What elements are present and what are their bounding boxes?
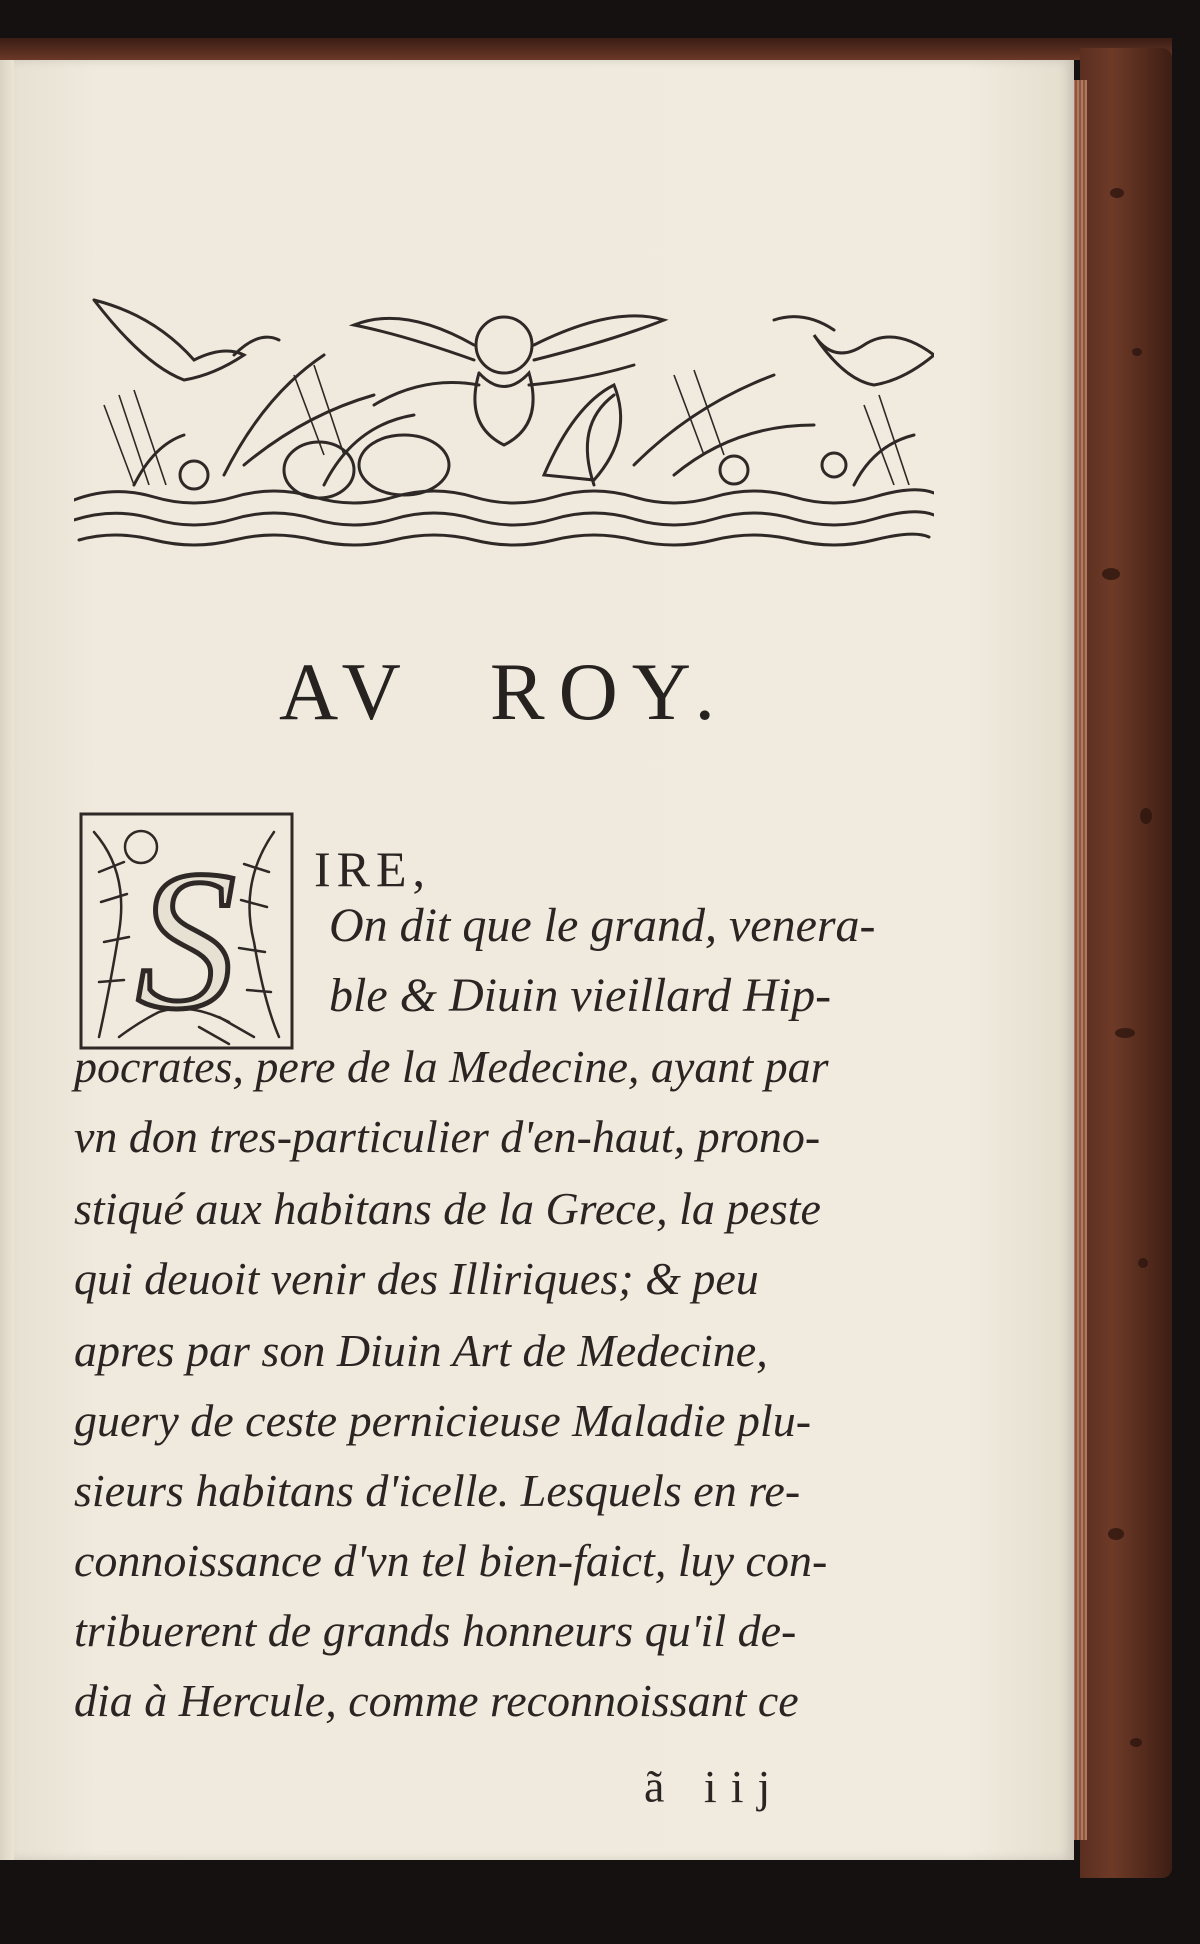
salutation: IRE, (314, 841, 432, 897)
leather-cover-edge (1080, 48, 1172, 1878)
body-line: sieurs habitans d'icelle. Lesquels en re- (74, 1465, 801, 1516)
facing-page-edge (0, 60, 14, 1860)
body-line: tribuerent de grands honneurs qu'il de- (74, 1605, 797, 1656)
body-line: connoissance d'vn tel bien-faict, luy con- (74, 1535, 828, 1586)
book-page (14, 60, 1074, 1860)
signature-mark: ã iij (644, 1761, 785, 1812)
body-line: stiqué aux habitans de la Grece, la peste (74, 1183, 821, 1234)
dropcap-initial-icon (79, 812, 294, 1050)
body-line: guery de ceste pernicieuse Maladie plu- (74, 1395, 812, 1446)
body-line: On dit que le grand, venera- (329, 899, 876, 952)
body-line: qui deuoit venir des Illiriques; & peu (74, 1253, 759, 1304)
cover-top-edge (0, 38, 1172, 60)
headpiece-ornament-icon (74, 285, 934, 560)
dropcap-letter: S (136, 830, 236, 1050)
body-line: dia à Hercule, comme reconnoissant ce (74, 1675, 799, 1726)
body-line: ble & Diuin vieillard Hip- (329, 969, 832, 1022)
body-line: apres par son Diuin Art de Medecine, (74, 1325, 768, 1376)
body-line: vn don tres-particulier d'en-haut, prono- (74, 1111, 821, 1162)
page-title: AV ROY. (279, 646, 729, 737)
body-line: pocrates, pere de la Medecine, ayant par (74, 1041, 829, 1092)
